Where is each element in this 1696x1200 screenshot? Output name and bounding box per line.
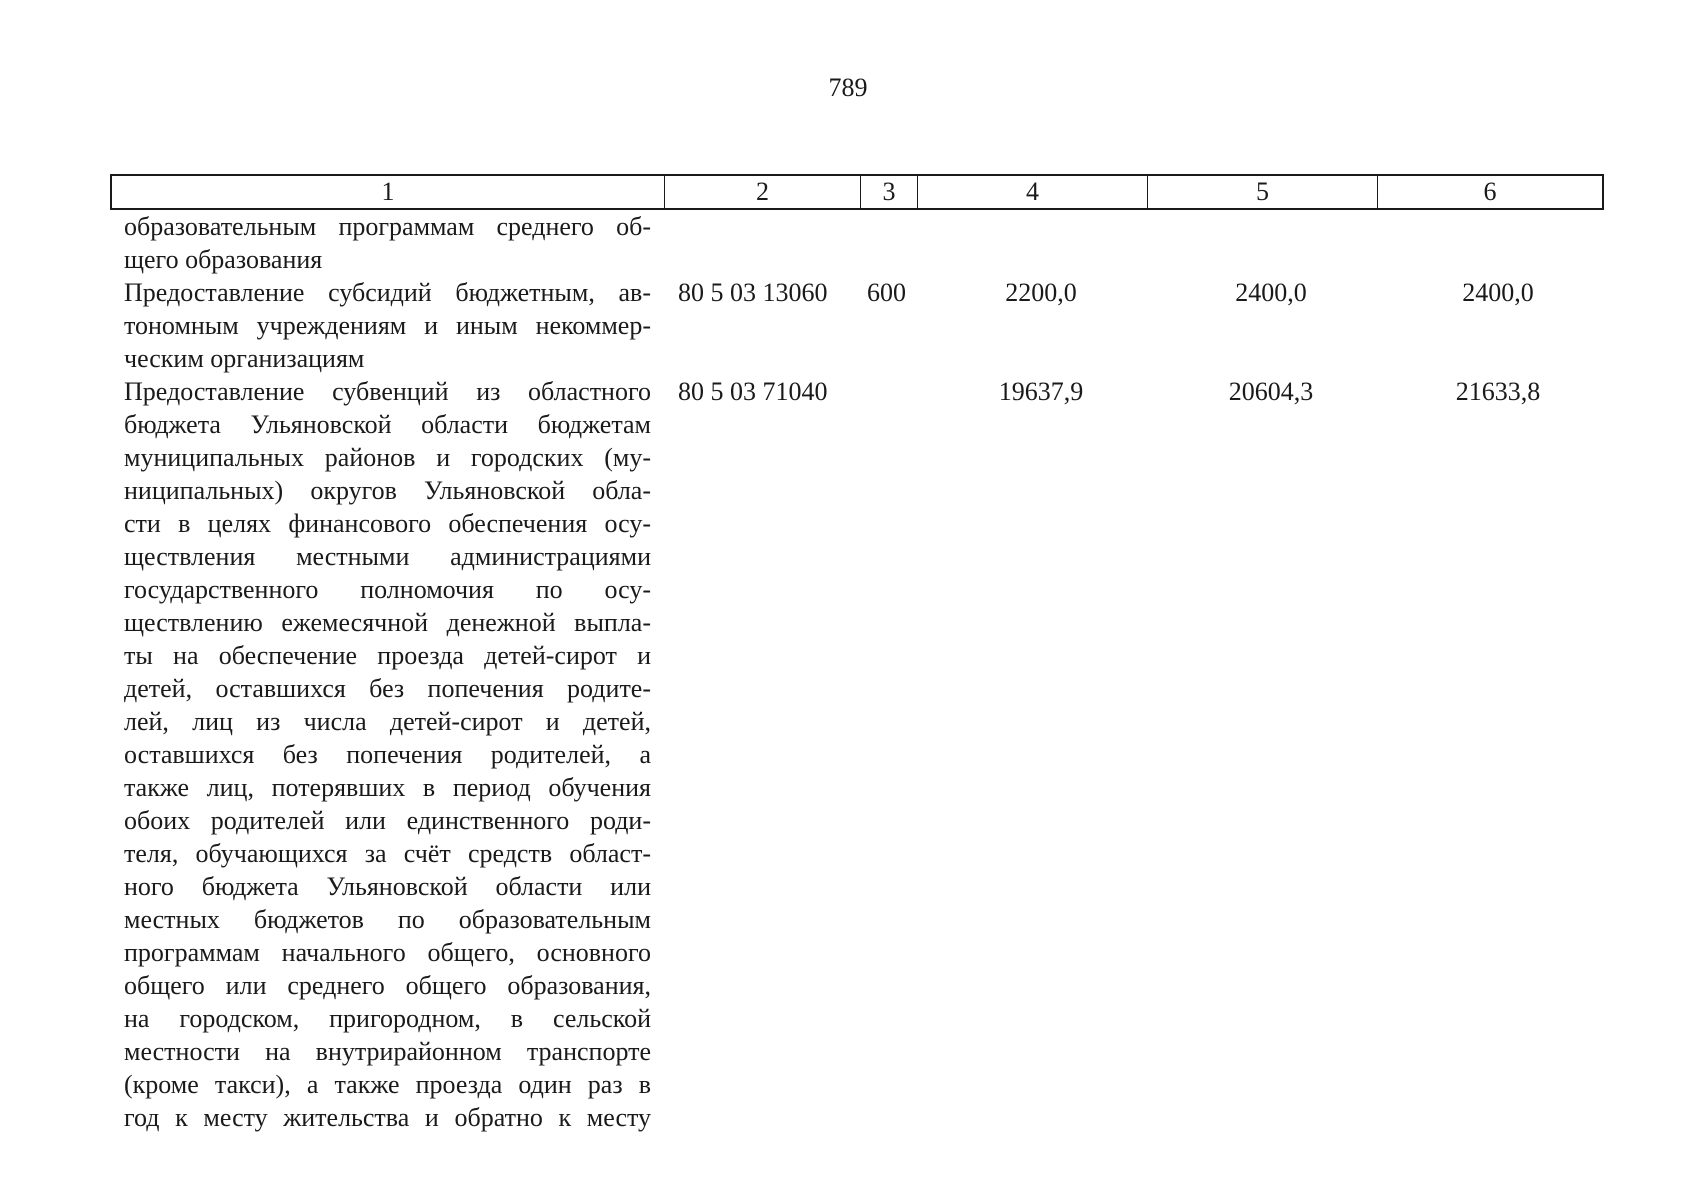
column-header-6: 6: [1483, 177, 1497, 206]
description-line: лей, лиц из числа детей-сирот и детей,: [124, 707, 651, 736]
column-header-2: 2: [665, 176, 861, 208]
description-line: ществления местными администрациями: [124, 542, 651, 571]
description-line: местных бюджетов по образовательным: [124, 905, 651, 934]
row-description: [124, 210, 651, 276]
description-line: программам начального общего, основного: [124, 938, 651, 967]
description-line: ществлению ежемесячной денежной выпла-: [124, 608, 651, 637]
column-header-1: 1: [112, 176, 665, 208]
description-line: образовательным программам среднего об-: [124, 212, 651, 241]
description-line: год к месту жительства и обратно к месту: [124, 1103, 651, 1132]
description-line: (кроме такси), а также проезда один раз в: [124, 1070, 651, 1099]
description-line: муниципальных районов и городских (му-: [124, 443, 651, 472]
description-line: общего или среднего общего образования,: [124, 971, 651, 1000]
row-description: [124, 276, 651, 375]
description-line: ты на обеспечение проезда детей-сирот и: [124, 641, 651, 670]
description-line: оставшихся без попечения родителей, а: [124, 740, 651, 769]
description-line: сти в целях финансового обеспечения осу-: [124, 509, 651, 538]
table-header: [110, 174, 1604, 210]
row-value-col6: 21633,8: [1455, 377, 1541, 406]
description-line: Предоставление субвенций из областного: [124, 377, 651, 406]
row-code: 80 5 03 13060: [678, 278, 828, 307]
description-line: детей, оставшихся без попечения родите-: [124, 674, 651, 703]
description-line: Предоставление субсидий бюджетным, ав-: [124, 278, 651, 307]
row-value-col5: 20604,3: [1228, 377, 1314, 406]
row-code: 80 5 03 71040: [678, 377, 828, 406]
description-line: тономным учреждениям и иным некоммер-: [124, 311, 651, 340]
row-description: [124, 375, 651, 1134]
description-line: теля, обучающихся за счёт средств област-: [124, 839, 651, 868]
column-header-3: 3: [861, 176, 918, 208]
row-value-col6: 2400,0: [1462, 278, 1534, 307]
row-value-col4: 19637,9: [998, 377, 1084, 406]
description-line: ниципальных) округов Ульяновской обла-: [124, 476, 651, 505]
description-line: ного бюджета Ульяновской области или: [124, 872, 651, 901]
description-line: также лиц, потерявших в период обучения: [124, 773, 651, 802]
description-line: щего образования: [124, 245, 323, 274]
row-value-col5: 2400,0: [1235, 278, 1307, 307]
row-expense-type: 600: [867, 278, 906, 307]
column-header-4: 4: [918, 176, 1148, 208]
description-line: бюджета Ульяновской области бюджетам: [124, 410, 651, 439]
description-line: государственного полномочия по осу-: [124, 575, 651, 604]
description-line: ческим организациям: [124, 344, 365, 373]
description-line: местности на внутрирайонном транспорте: [124, 1037, 651, 1066]
description-line: на городском, пригородном, в сельской: [124, 1004, 651, 1033]
column-header-5: 5: [1148, 176, 1378, 208]
row-value-col4: 2200,0: [1005, 278, 1077, 307]
description-line: обоих родителей или единственного роди-: [124, 806, 651, 835]
page-number: 789: [828, 73, 868, 102]
